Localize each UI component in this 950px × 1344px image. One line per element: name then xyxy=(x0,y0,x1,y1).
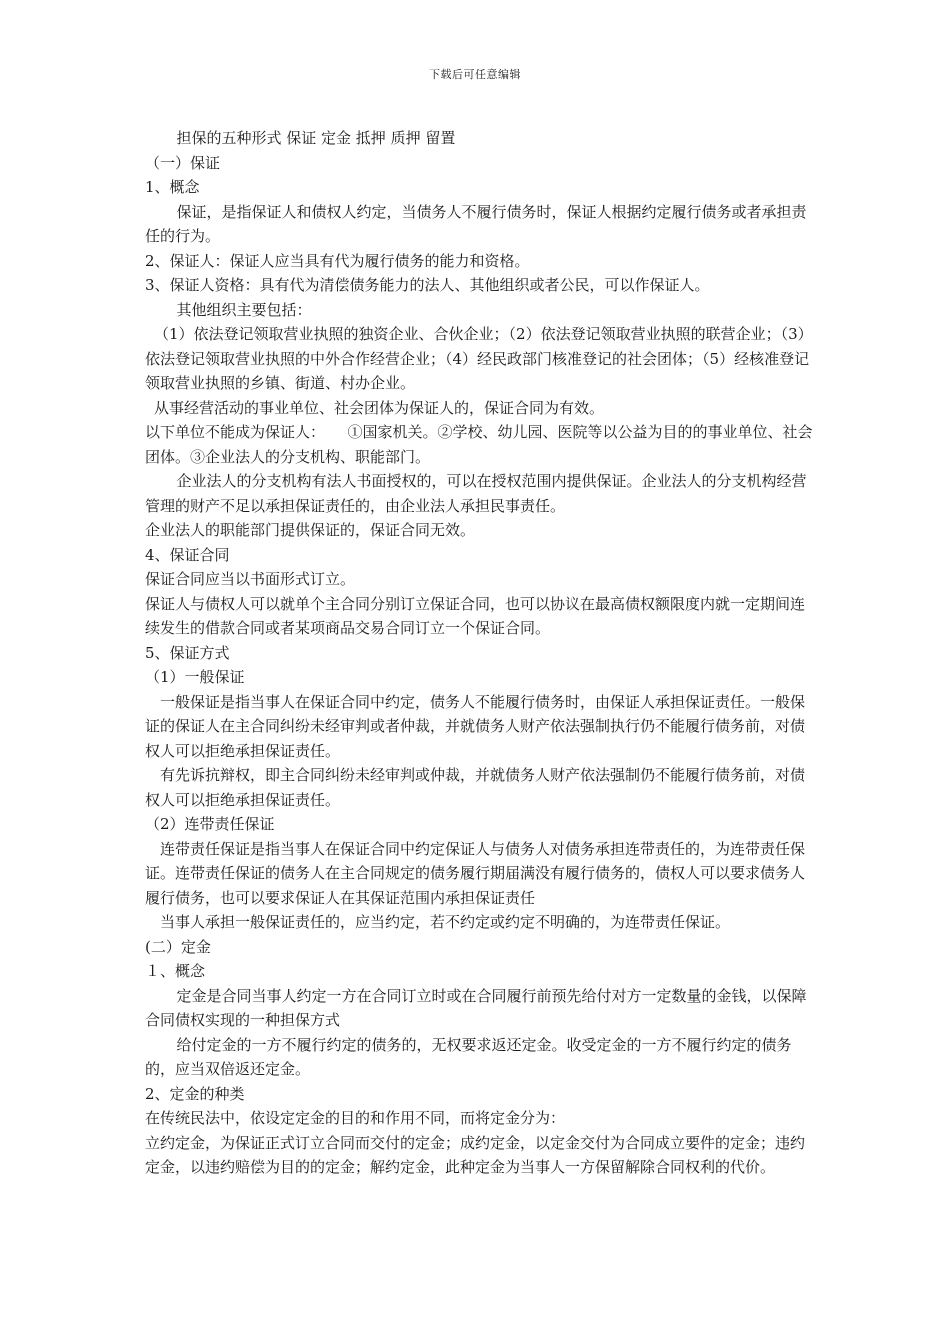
paragraph: 一般保证是指当事人在保证合同中约定，债务人不能履行债务时，由保证人承担保证责任。一般保证的保证人在主合同纠纷未经审判或者仲裁，并就债务人财产依法强制执行仍不能履行债务前，对债权人可以拒绝承担保证责任。 xyxy=(145,692,806,760)
paragraph: （1）依法登记领取营业执照的独资企业、合伙企业；（2）依法登记领取营业执照的联营企业；（3）依法登记领取营业执照的中外合作经营企业；（4）经民政部门核准登记的社会团体；（5）经核准登记领取营业执照的乡镇、街道、村办企业。 xyxy=(145,325,813,392)
subheading-concept: 1、概念 xyxy=(145,178,200,196)
paragraph: 其他组织主要包括： xyxy=(176,300,312,319)
document-title: 担保的五种形式 保证 定金 抵押 质押 留置 xyxy=(176,129,456,147)
paragraph: 定金是合同当事人约定一方在合同订立时或在合同履行前预先给付对方一定数量的金钱，以保障合同债权实现的一种担保方式 xyxy=(145,986,807,1029)
paragraph: 3、保证人资格：具有代为清偿债务能力的法人、其他组织或者公民，可以作保证人。 xyxy=(145,276,710,294)
paragraph: 立约定金，为保证正式订立合同而交付的定金；成约定金，以定金交付为合同成立要件的定金；违约定金，以违约赔偿为目的的定金；解约定金，此种定金为当事人一方保留解除合同权利的代价。 xyxy=(145,1133,806,1176)
subheading-deposit-concept: １、概念 xyxy=(145,962,206,980)
subheading-joint-guarantee: （2）连带责任保证 xyxy=(145,815,275,833)
section-heading-guarantee: （一）保证 xyxy=(145,153,221,172)
paragraph: 保证，是指保证人和债权人约定，当债务人不履行债务时，保证人根据约定履行债务或者承担责任的行为。 xyxy=(145,202,807,245)
paragraph: 当事人承担一般保证责任的，应当约定，若不约定或约定不明确的，为连带责任保证。 xyxy=(160,913,731,931)
paragraph: 连带责任保证是指当事人在保证合同中约定保证人与债务人对债务承担连带责任的，为连带责任保证。连带责任保证的债务人在主合同规定的债务履行期届满没有履行债务的，债权人可以要求债务人履行债务，也可以要求保证人在其保证范围内承担保证责任 xyxy=(145,839,806,907)
subheading-general-guarantee: （1）一般保证 xyxy=(145,668,245,686)
subheading-guarantee-contract: 4、保证合同 xyxy=(145,545,230,564)
paragraph: 有先诉抗辩权，即主合同纠纷未经审判或仲裁，并就债务人财产依法强制仍不能履行债务前，对债权人可以拒绝承担保证责任。 xyxy=(145,766,806,809)
subheading-deposit-types: 2、定金的种类 xyxy=(145,1084,245,1103)
paragraph: 企业法人的分支机构有法人书面授权的，可以在授权范围内提供保证。企业法人的分支机构经营管理的财产不足以承担保证责任的，由企业法人承担民事责任。 xyxy=(145,472,807,515)
paragraph: 从事经营活动的事业单位、社会团体为保证人的，保证合同为有效。 xyxy=(154,398,605,417)
paragraph: 保证人与债权人可以就单个主合同分别订立保证合同，也可以协议在最高债权额限度内就一定期间连续发生的借款合同或者某项商品交易合同订立一个保证合同。 xyxy=(145,594,806,637)
paragraph: 保证合同应当以书面形式订立。 xyxy=(145,570,356,588)
paragraph: 2、保证人：保证人应当具有代为履行债务的能力和资格。 xyxy=(145,251,530,270)
paragraph: 在传统民法中，依设定定金的目的和作用不同，而将定金分为： xyxy=(145,1109,566,1127)
section-heading-deposit: (二）定金 xyxy=(145,937,211,956)
subheading-guarantee-method: 5、保证方式 xyxy=(145,643,230,662)
paragraph: 企业法人的职能部门提供保证的，保证合同无效。 xyxy=(145,521,476,539)
paragraph: 以下单位不能成为保证人： ①国家机关。②学校、幼儿园、医院等以公益为目的的事业单位、社会团体。③企业法人的分支机构、职能部门。 xyxy=(145,423,813,466)
page-header: 下载后可任意编辑 xyxy=(429,68,521,81)
document-body xyxy=(145,126,813,1180)
paragraph: 给付定金的一方不履行约定的债务的，无权要求返还定金。收受定金的一方不履行约定的债务的，应当双倍返还定金。 xyxy=(145,1035,792,1078)
